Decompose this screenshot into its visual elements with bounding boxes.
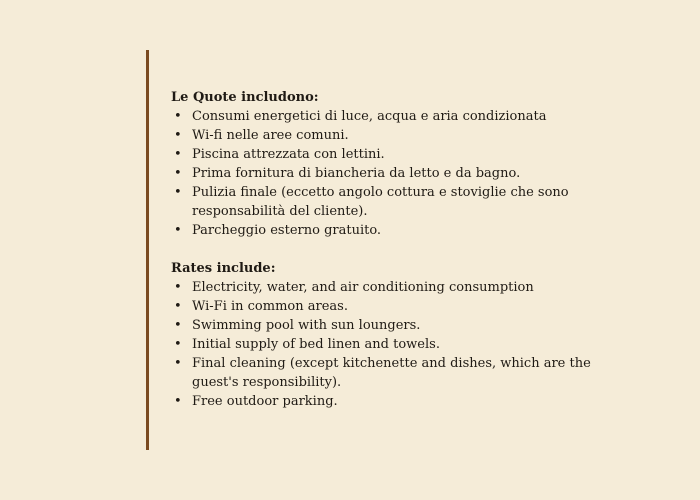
list-item [171,107,631,126]
list-item-text: Electricity, water, and air conditioning consumption [192,280,534,295]
english-list [171,278,631,411]
italian-list [171,107,631,240]
bullet-icon: • [174,185,182,200]
list-item-text: Swimming pool with sun loungers. [192,318,421,333]
list-item [171,354,631,392]
bullet-icon: • [174,299,182,314]
list-item-text: Initial supply of bed linen and towels. [192,337,440,352]
bullet-icon: • [174,280,182,295]
list-item [171,392,631,411]
list-item [171,126,631,145]
list-item-text: Final cleaning (except kitchenette and dishes, which are the guest's responsibility). [192,356,591,390]
list-item [171,297,631,316]
bullet-icon: • [174,109,182,124]
list-item [171,221,631,240]
list-item-text: Free outdoor parking. [192,394,338,409]
list-item [171,335,631,354]
bullet-icon: • [174,223,182,238]
list-item [171,316,631,335]
english-heading: Rates include: [171,261,276,276]
rates-document [171,88,631,411]
bullet-icon: • [174,318,182,333]
bullet-icon: • [174,356,182,371]
bullet-icon: • [174,166,182,181]
bullet-icon: • [174,394,182,409]
bullet-icon: • [174,147,182,162]
list-item [171,145,631,164]
english-section [171,259,631,411]
list-item-text: Parcheggio esterno gratuito. [192,223,382,238]
list-item [171,278,631,297]
list-item [171,164,631,183]
list-item-text: Pulizia finale (eccetto angolo cottura e stoviglie che sono responsabilità del cliente). [192,185,569,219]
list-item-text: Consumi energetici di luce, acqua e aria condizionata [192,109,547,124]
italian-section [171,88,631,240]
list-item-text: Prima fornitura di biancheria da letto e da bagno. [192,166,521,181]
bullet-icon: • [174,337,182,352]
bullet-icon: • [174,128,182,143]
italian-heading: Le Quote includono: [171,90,319,105]
vertical-accent-line [146,50,149,450]
list-item-text: Wi-Fi in common areas. [192,299,348,314]
list-item-text: Wi-fi nelle aree comuni. [192,128,349,143]
list-item-text: Piscina attrezzata con lettini. [192,147,385,162]
list-item [171,183,631,221]
